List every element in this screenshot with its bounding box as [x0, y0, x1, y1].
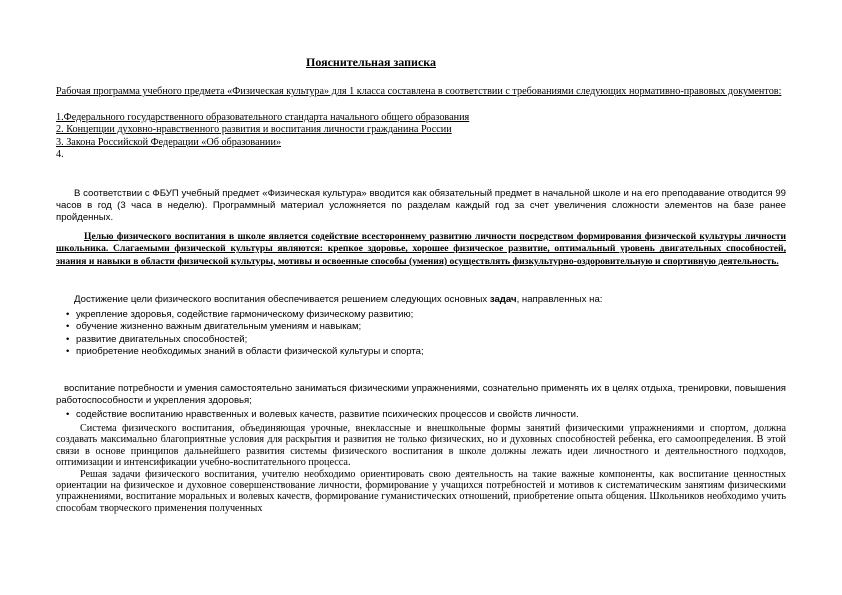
tasks-intro-end: , направленных на: [516, 294, 603, 305]
document-item-2: 2. Концепции духовно-нравственного развития и воспитания личности гражданина России [56, 124, 452, 136]
page-title: Пояснительная записка [306, 55, 437, 69]
document-item-3: 3. Закона Российской Федерации «Об образовании» [56, 136, 282, 148]
needs-paragraph: воспитание потребности и умения самостоятельно заниматься физическими упражнениями, сознательно применять их в целях отдыха, тренировки, повышения работоспособности и укрепления здоровья; [56, 383, 786, 407]
tasks-list [66, 309, 766, 358]
documents-list [56, 112, 786, 162]
tasks-intro-bold: задач [489, 294, 517, 305]
tasks-intro [56, 294, 786, 306]
document-item-1: 1.Федерального государственного образовательного стандарта начального общего образования [56, 112, 470, 123]
task-item-2: • обучение жизненно важным двигательным умениям и навыкам; [66, 321, 766, 333]
goal-text: Целью физического воспитания в школе является содействие всестороннему развитию личности посредством формирования физической культуры личности школьника. Слагаемыми физической культуры являются: крепкое здоровье, хорошее физическое развитие, оптимальный уровень двигательных способностей, знания и навыки в области физической культуры, мотивы и освоенные способы (умения) осуществлять физкультурно-оздоровительную и спортивную деятельность. [56, 231, 786, 267]
goal-paragraph [56, 231, 786, 268]
document-item-4: 4. [56, 149, 64, 161]
task-item-1: • укрепление здоровья, содействие гармоническому физическому развитию; [66, 309, 766, 321]
intro-paragraph: Рабочая программа учебного предмета «Физическая культура» для 1 класса составлена в соответствии с требованиями следующих нормативно-правовых документов: [56, 86, 782, 97]
task-item-3: • развитие двигательных способностей; [66, 334, 766, 346]
tasks-intro-text: Достижение цели физического воспитания обеспечивается решением следующих основных [74, 294, 490, 305]
system-paragraphs [56, 423, 786, 514]
hours-paragraph: В соответствии с ФБУП учебный предмет «Физическая культура» вводится как обязательный предмет в начальной школе и на его преподавание отводится 99 часов в год (3 часа в неделю). Программный материал усложняется по разделам каждый год за счет увеличения сложности элементов на базе ранее пройденных. [56, 188, 786, 224]
teacher-tasks-paragraph: Решая задачи физического воспитания, учителю необходимо ориентировать свою деятельность на такие важные компоненты, как воспитание ценностных ориентации на физическое и духовное совершенствование личности, формирование у учащихся потребностей и мотивов к систематическим занятиям физическими упражнениями, воспитание моральных и волевых качеств, формирование гуманистических отношений, приобретение опыта общения. Школьников необходимо учить способам творческого применения полученных [56, 468, 786, 514]
task-item-4: • приобретение необходимых знаний в области физической культуры и спорта; [66, 346, 766, 358]
task-moral-item: • содействие воспитанию нравственных и волевых качеств, развитие психических процессов и свойств личности. [66, 409, 579, 421]
system-paragraph: Система физического воспитания, объединяющая урочные, внеклассные и внешкольные формы занятий физическими упражнениями и спортом, должна создавать максимально благоприятные условия для раскрытия и развития не только физических, но и духовных способностей ребенка, его самоопределения. В этой связи в основе принципов дальнейшего развития системы физического воспитания в школе должны лежать идеи личностного и деятельностного подходов, оптимизации и интенсификации учебно-воспитательного процесса. [56, 423, 786, 469]
